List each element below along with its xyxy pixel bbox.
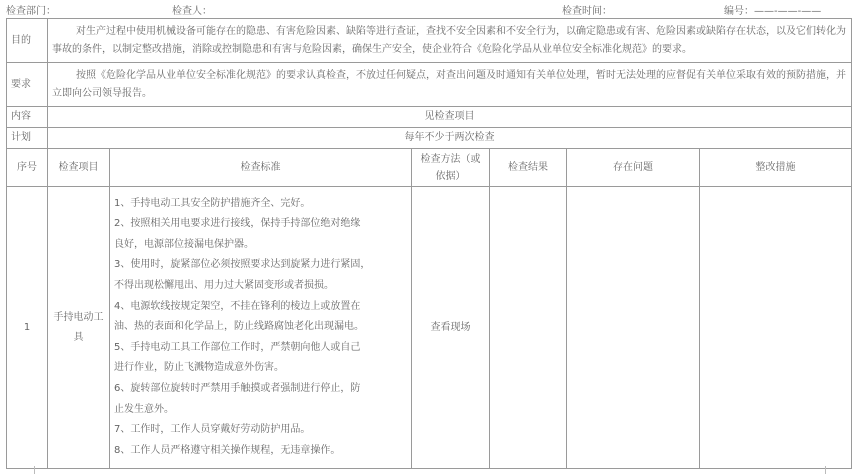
standard-line: 8、工作人员严格遵守相关操作规程，无违章操作。 — [114, 444, 341, 456]
content-row — [7, 107, 852, 128]
standard-line: 止发生意外。 — [114, 403, 174, 415]
column-header-problem: 存在问题 — [567, 149, 700, 187]
requirement-row — [7, 63, 852, 107]
standard-line: 不得出现松懈甩出、用力过大紧固变形或者损损。 — [114, 280, 334, 292]
header-number: 编号：——-——-—— — [724, 6, 822, 17]
column-header-row — [7, 149, 852, 187]
standard-line: 3、使用时，旋紧部位必须按照要求达到旋紧力进行紧固， — [114, 259, 371, 271]
plan-label: 计划 — [7, 128, 48, 149]
row-standard — [110, 187, 412, 469]
requirement-text: 按照《危险化学品从业单位安全标准化规范》的要求认真检查，不放过任何疑点，对查出问题及时通知有关单位处理，暂时无法处理的应督促有关单位采取有效的预防措施，并立即向公司领导报告。 — [48, 63, 852, 107]
column-header-standard: 检查标准 — [110, 149, 412, 187]
table-row — [7, 187, 852, 469]
column-header-result: 检查结果 — [490, 149, 567, 187]
purpose-text: 对生产过程中使用机械设备可能存在的隐患、有害危险因素、缺陷等进行查证，查找不安全因素和不安全行为，以确定隐患或有害、危险因素或缺陷存在状态，以及它们转化为事故的条件，以制定整改措施，消除或控制隐患和有害与危险因素，确保生产安全，使企业符合《危险化学品从业单位安全标准化规范》的要求。 — [48, 19, 852, 63]
row-problem — [567, 187, 700, 469]
header-inspector: 检查人： — [172, 6, 212, 17]
inspection-form-table — [6, 18, 852, 469]
column-header-no: 序号 — [7, 149, 48, 187]
purpose-label: 目的 — [7, 19, 48, 63]
row-measure — [700, 187, 852, 469]
content-label: 内容 — [7, 107, 48, 128]
column-header-method: 检查方法（或依据） — [412, 149, 490, 187]
form-header — [6, 2, 851, 18]
header-inspection-time: 检查时间： — [562, 6, 612, 17]
header-department: 检查部门： — [6, 6, 56, 17]
row-item: 手持电动工具 — [48, 187, 110, 469]
standard-line: 良好，电源部位接漏电保护器。 — [114, 238, 254, 250]
standard-line: 进行作业，防止飞溅物造成意外伤害。 — [114, 362, 284, 374]
row-method: 查看现场 — [412, 187, 490, 469]
standard-line: 5、手持电动工具工作部位工作时，严禁朝向他人或自己 — [114, 341, 361, 353]
column-header-measure: 整改措施 — [700, 149, 852, 187]
inspection-form-sheet — [6, 0, 851, 476]
row-result — [490, 187, 567, 469]
column-header-item: 检查项目 — [48, 149, 110, 187]
plan-row — [7, 128, 852, 149]
purpose-row — [7, 19, 852, 63]
standard-line: 6、旋转部位旋转时严禁用手触摸或者强制进行停止，防 — [114, 382, 361, 394]
page-corner-mark-left — [34, 466, 43, 474]
plan-text: 每年不少于两次检查 — [48, 128, 852, 149]
page-corner-mark-right — [817, 466, 826, 474]
content-text: 见检查项目 — [48, 107, 852, 128]
standard-line: 油、热的表面和化学品上，防止线路腐蚀老化出现漏电。 — [114, 321, 364, 333]
standard-line: 1、手持电动工具安全防护措施齐全、完好。 — [114, 197, 311, 209]
standard-line: 7、工作时，工作人员穿戴好劳动防护用品。 — [114, 424, 311, 436]
requirement-label: 要求 — [7, 63, 48, 107]
row-no: 1 — [7, 187, 48, 469]
standard-line: 2、按照相关用电要求进行接线，保持手持部位绝对绝缘 — [114, 218, 361, 230]
standard-line: 4、电源软线按规定架空，不挂在锋利的棱边上或放置在 — [114, 300, 361, 312]
